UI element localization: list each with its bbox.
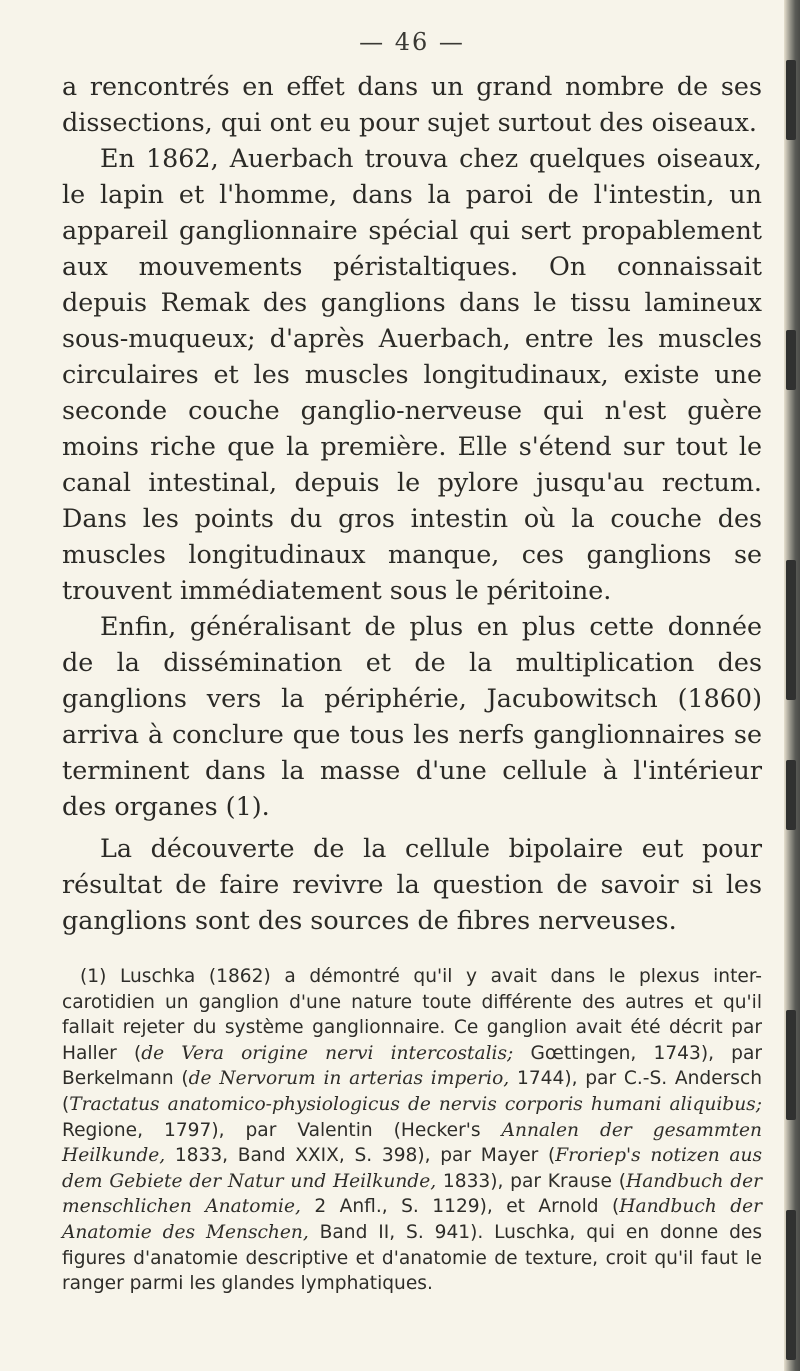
footnote-title: Annalen der gesammten Heilkunde, xyxy=(62,1119,762,1167)
paragraph-bipolar-cell: La découverte de la cellule bipolaire eut pour résultat de faire revivre la question de savoir si les ganglions sont des sources de fibres nerveuses. xyxy=(62,833,762,935)
book-page xyxy=(62,28,762,1297)
edge-mark xyxy=(786,760,796,830)
footnote-text: 2 Anfl., S. 1129), et Arnold ( xyxy=(300,1196,620,1218)
footnote-text: Gœttingen, 1743), par Berkelmann ( xyxy=(62,1042,762,1090)
footnote-title: Handbuch der Anatomie des Menschen, xyxy=(62,1196,762,1243)
footnotes xyxy=(62,964,762,1297)
footnote-text: Regione, 1797), par Valentin (Hecker's xyxy=(62,1119,502,1141)
edge-mark xyxy=(786,330,796,390)
paragraph-jacubowitsch: Enfin, généralisant de plus en plus cette donnée de la dissémination et de la multiplication des ganglions vers la périphérie, Jacubowitsch (1860) arriva à conclure que tous les nerfs ganglionnaires se terminent dans la masse d'une cellule à l'intérieur des organes (1). xyxy=(62,611,762,821)
page-number: — 46 — xyxy=(359,28,465,56)
footnote-title: de Nervorum in arterias imperio, xyxy=(188,1068,510,1090)
edge-mark xyxy=(786,560,796,700)
footnote-text: 1833), par Krause ( xyxy=(436,1170,626,1192)
edge-mark xyxy=(786,60,796,140)
footnote-text: Band II, S. 941). Luschka, qui en donne des figures d'anatomie descriptive et d'anatomie de texture, croit qu'il faut le ranger parmi les glandes lymphatiques. xyxy=(62,1221,763,1295)
footnote-text: 1744), par C.-S. Andersch ( xyxy=(62,1068,763,1115)
footnote-text: (1) Luschka (1862) a démontré qu'il y avait dans le plexus inter-carotidien un ganglion d'une nature toute différente des autres et qu'il fallait rejeter du système ganglionnaire. Ce ganglion avait été décrit par Haller ( xyxy=(62,966,762,1064)
footnote-title: Froriep's notizen aus dem Gebiete der Natur und Heilkunde, xyxy=(62,1145,762,1192)
footnote-title: Handbuch der menschlichen Anatomie, xyxy=(62,1170,763,1218)
footnote-text: 1833, Band XXIX, S. 398), par Mayer ( xyxy=(165,1145,556,1167)
paragraph-intro: a rencontrés en effet dans un grand nombre de ses dissections, qui ont eu pour sujet surtout des oiseaux. xyxy=(62,71,762,137)
footnote-title: Tractatus anatomico-physiologicus de nervis corporis humani aliquibus; xyxy=(69,1093,762,1115)
page-binding-edge xyxy=(784,0,800,1371)
footnote-title: de Vera origine nervi intercostalis; xyxy=(141,1042,514,1064)
edge-mark xyxy=(786,1010,796,1120)
edge-mark xyxy=(786,1210,796,1360)
paragraph-auerbach: En 1862, Auerbach trouva chez quelques oiseaux, le lapin et l'homme, dans la paroi de l'intestin, un appareil ganglionnaire spécial qui sert propablement aux mouvements péristaltiques. On connaissait depuis Remak des ganglions dans le tissu lamineux sous-muqueux; d'après Auerbach, entre les muscles circulaires et les muscles longitudinaux, existe une seconde couche ganglio-nerveuse qui n'est guère moins riche que la première. Elle s'étend sur tout le canal intestinal, depuis le pylore jusqu'au rectum. Dans les points du gros intestin où la couche des muscles longitudinaux manque, ces ganglions se trouvent immédiatement sous le péritoine. xyxy=(62,143,762,605)
footnote-1 xyxy=(62,964,762,1297)
